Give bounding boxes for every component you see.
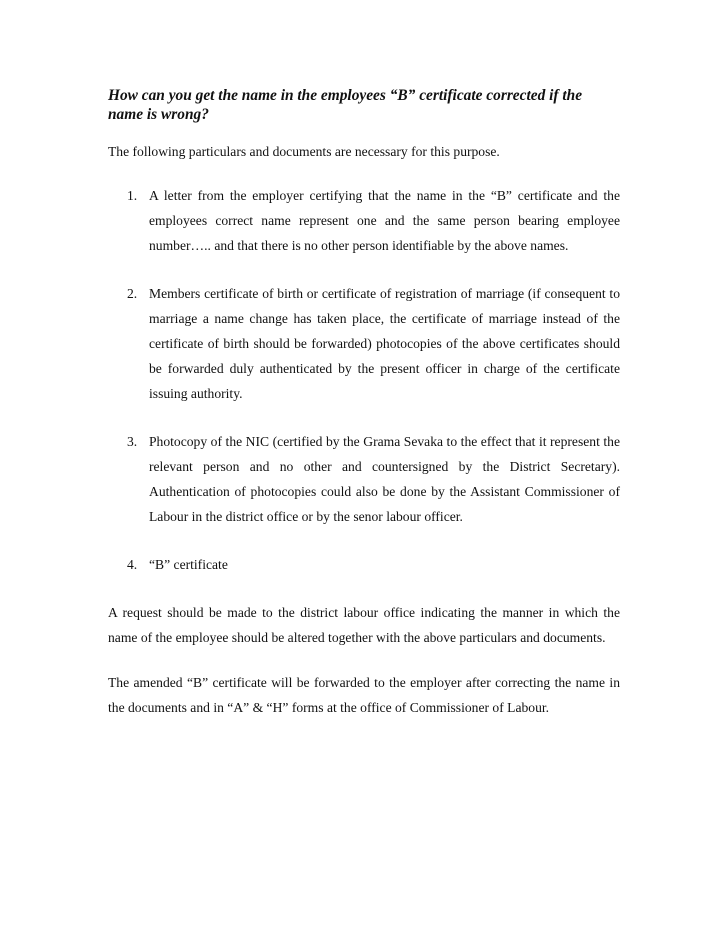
list-item-text: A letter from the employer certifying that the name in the “B” certificate and the employees correct name represent one and the same person bearing employee number….. and that there is no other person identifiable by the above names. — [149, 188, 620, 253]
list-item-number: 3. — [127, 434, 138, 449]
request-paragraph: A request should be made to the district labour office indicating the manner in which the name of the employee should be altered together with the above particulars and documents. — [108, 605, 620, 645]
requirements-list — [108, 183, 620, 577]
list-item-number: 1. — [127, 188, 138, 203]
list-item-number: 2. — [127, 286, 138, 301]
list-item — [108, 429, 620, 529]
amended-certificate-paragraph: The amended “B” certificate will be forwarded to the employer after correcting the name in the documents and in “A” & “H” forms at the office of Commissioner of Labour. — [108, 675, 620, 715]
list-item-text: Photocopy of the NIC (certified by the Grama Sevaka to the effect that it represent the relevant person and no other and countersigned by the District Secretary). Authentication of photocopies could also be done by the Assistant Commissioner of Labour in the district office or by the senor labour officer. — [149, 434, 620, 524]
list-item-number: 4. — [127, 557, 138, 572]
list-item — [108, 281, 620, 406]
document-page — [108, 86, 620, 740]
intro-paragraph: The following particulars and documents are necessary for this purpose. — [108, 144, 500, 159]
document-title: How can you get the name in the employees “B” certificate corrected if the name is wrong? — [108, 87, 583, 123]
list-item — [108, 183, 620, 258]
list-item-text: Members certificate of birth or certificate of registration of marriage (if consequent to marriage a name change has taken place, the certificate of marriage instead of the certificate of birth should be forwarded) photocopies of the above certificates should be forwarded duly authenticated by the present officer in charge of the certificate issuing authority. — [149, 286, 620, 401]
list-item-text: “B” certificate — [149, 557, 228, 572]
list-item — [108, 552, 620, 577]
